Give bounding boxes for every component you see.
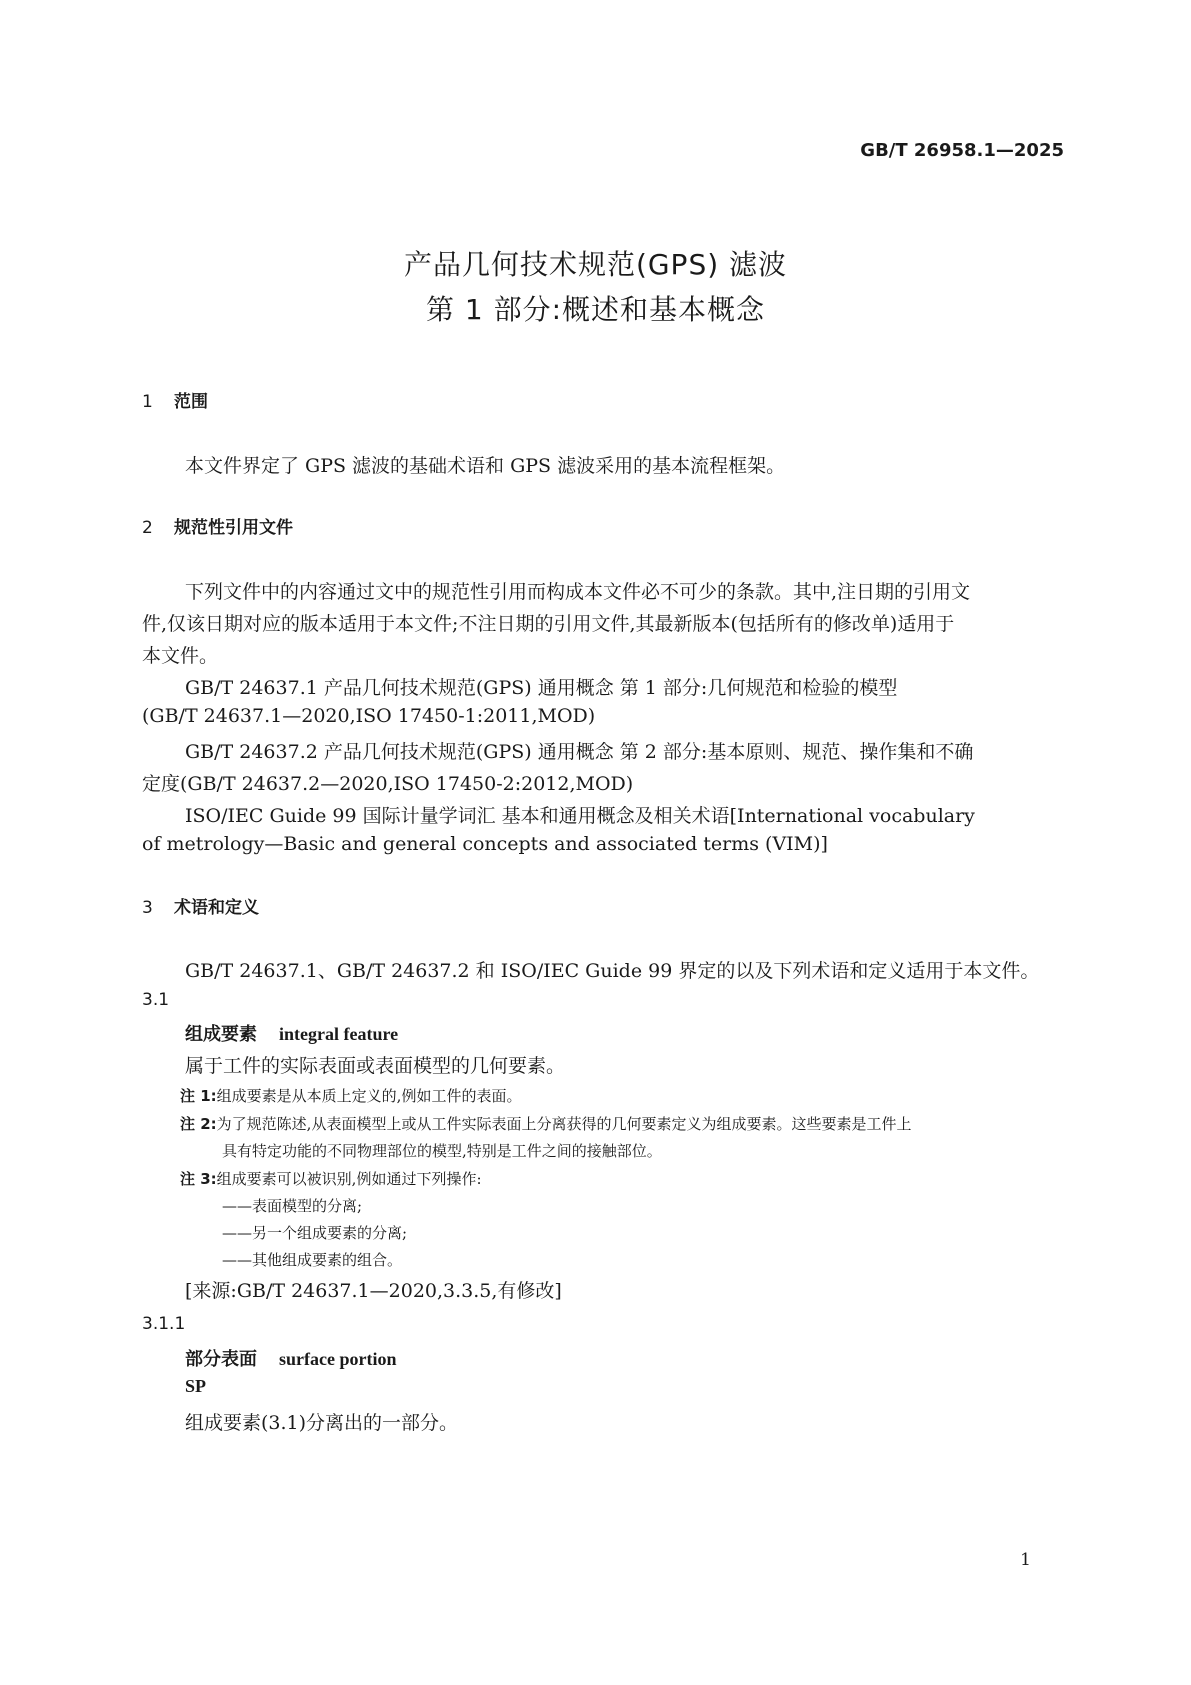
note-2-line-2: 具有特定功能的不同物理部位的模型,特别是工件之间的接触部位。 [222,1142,662,1160]
term-3-1-en: integral feature [279,1024,399,1044]
term-3-1-1-abbreviation: SP [185,1376,207,1396]
note-2-label: 注 2: [180,1115,217,1133]
term-3-1-1-number: 3.1.1 [142,1314,186,1334]
reference-2-line-1: GB/T 24637.2 产品几何技术规范(GPS) 通用概念 第 2 部分:基本原则、规范、操作集和不确 [185,741,974,763]
reference-3-line-2: of metrology—Basic and general concepts and associated terms (VIM)] [142,833,828,855]
section-2-intro-line-1: 下列文件中的内容通过文中的规范性引用而构成本文件必不可少的条款。其中,注日期的引用文 [185,581,971,603]
term-3-1-1-en: surface portion [279,1349,397,1369]
reference-1-line-2: (GB/T 24637.1—2020,ISO 17450-1:2011,MOD) [142,705,596,727]
reference-1-line-1: GB/T 24637.1 产品几何技术规范(GPS) 通用概念 第 1 部分:几何规范和检验的模型 [185,677,898,699]
reference-3-line-1: ISO/IEC Guide 99 国际计量学词汇 基本和通用概念及相关术语[International vocabulary [185,805,975,827]
document-title-line-1: 产品几何技术规范(GPS) 滤波 [403,248,788,281]
note-3 [180,1168,482,1189]
term-3-1-1-zh: 部分表面 [185,1349,257,1370]
section-2-title: 规范性引用文件 [174,518,293,538]
term-3-1-definition: 属于工件的实际表面或表面模型的几何要素。 [185,1055,566,1077]
page-number: 1 [1020,1550,1031,1570]
note-1-label: 注 1: [180,1087,217,1105]
section-3-title: 术语和定义 [174,898,259,918]
note-1 [180,1085,521,1106]
section-2-heading [142,513,293,538]
note-3-text: 组成要素可以被识别,例如通过下列操作: [216,1170,482,1188]
term-3-1-number: 3.1 [142,990,170,1010]
document-title-line-2: 第 1 部分:概述和基本概念 [425,293,766,326]
section-2-intro-line-2: 件,仅该日期对应的版本适用于本文件;不注日期的引用文件,其最新版本(包括所有的修改单)适用于 [142,613,955,635]
note-3-list-item: ——表面模型的分离; [222,1197,363,1215]
note-1-text: 组成要素是从本质上定义的,例如工件的表面。 [216,1087,522,1105]
section-2-intro-line-3: 本文件。 [142,645,219,667]
section-1-body: 本文件界定了 GPS 滤波的基础术语和 GPS 滤波采用的基本流程框架。 [185,455,786,477]
term-3-1-1-definition: 组成要素(3.1)分离出的一部分。 [185,1412,459,1434]
section-2-number: 2 [142,518,153,538]
section-1-number: 1 [142,392,153,412]
note-2-text-1: 为了规范陈述,从表面模型上或从工件实际表面上分离获得的几何要素定义为组成要素。这些要素是工件上 [216,1115,912,1133]
term-3-1-1-heading [185,1345,396,1371]
document-number: GB/T 26958.1—2025 [860,140,1064,161]
note-3-label: 注 3: [180,1170,217,1188]
term-3-1-source: [来源:GB/T 24637.1—2020,3.3.5,有修改] [185,1280,562,1302]
term-3-1-heading [185,1020,398,1046]
term-3-1-zh: 组成要素 [185,1024,257,1045]
section-3-heading [142,893,259,918]
note-3-list-item: ——其他组成要素的组合。 [222,1251,403,1269]
reference-2-line-2: 定度(GB/T 24637.2—2020,ISO 17450-2:2012,MOD) [142,773,634,795]
note-3-list-item: ——另一个组成要素的分离; [222,1224,408,1242]
note-2-line-1 [180,1113,911,1134]
section-1-heading [142,387,208,412]
section-3-number: 3 [142,898,153,918]
section-3-intro: GB/T 24637.1、GB/T 24637.2 和 ISO/IEC Guide 99 界定的以及下列术语和定义适用于本文件。 [185,960,1040,982]
section-1-title: 范围 [174,392,208,412]
